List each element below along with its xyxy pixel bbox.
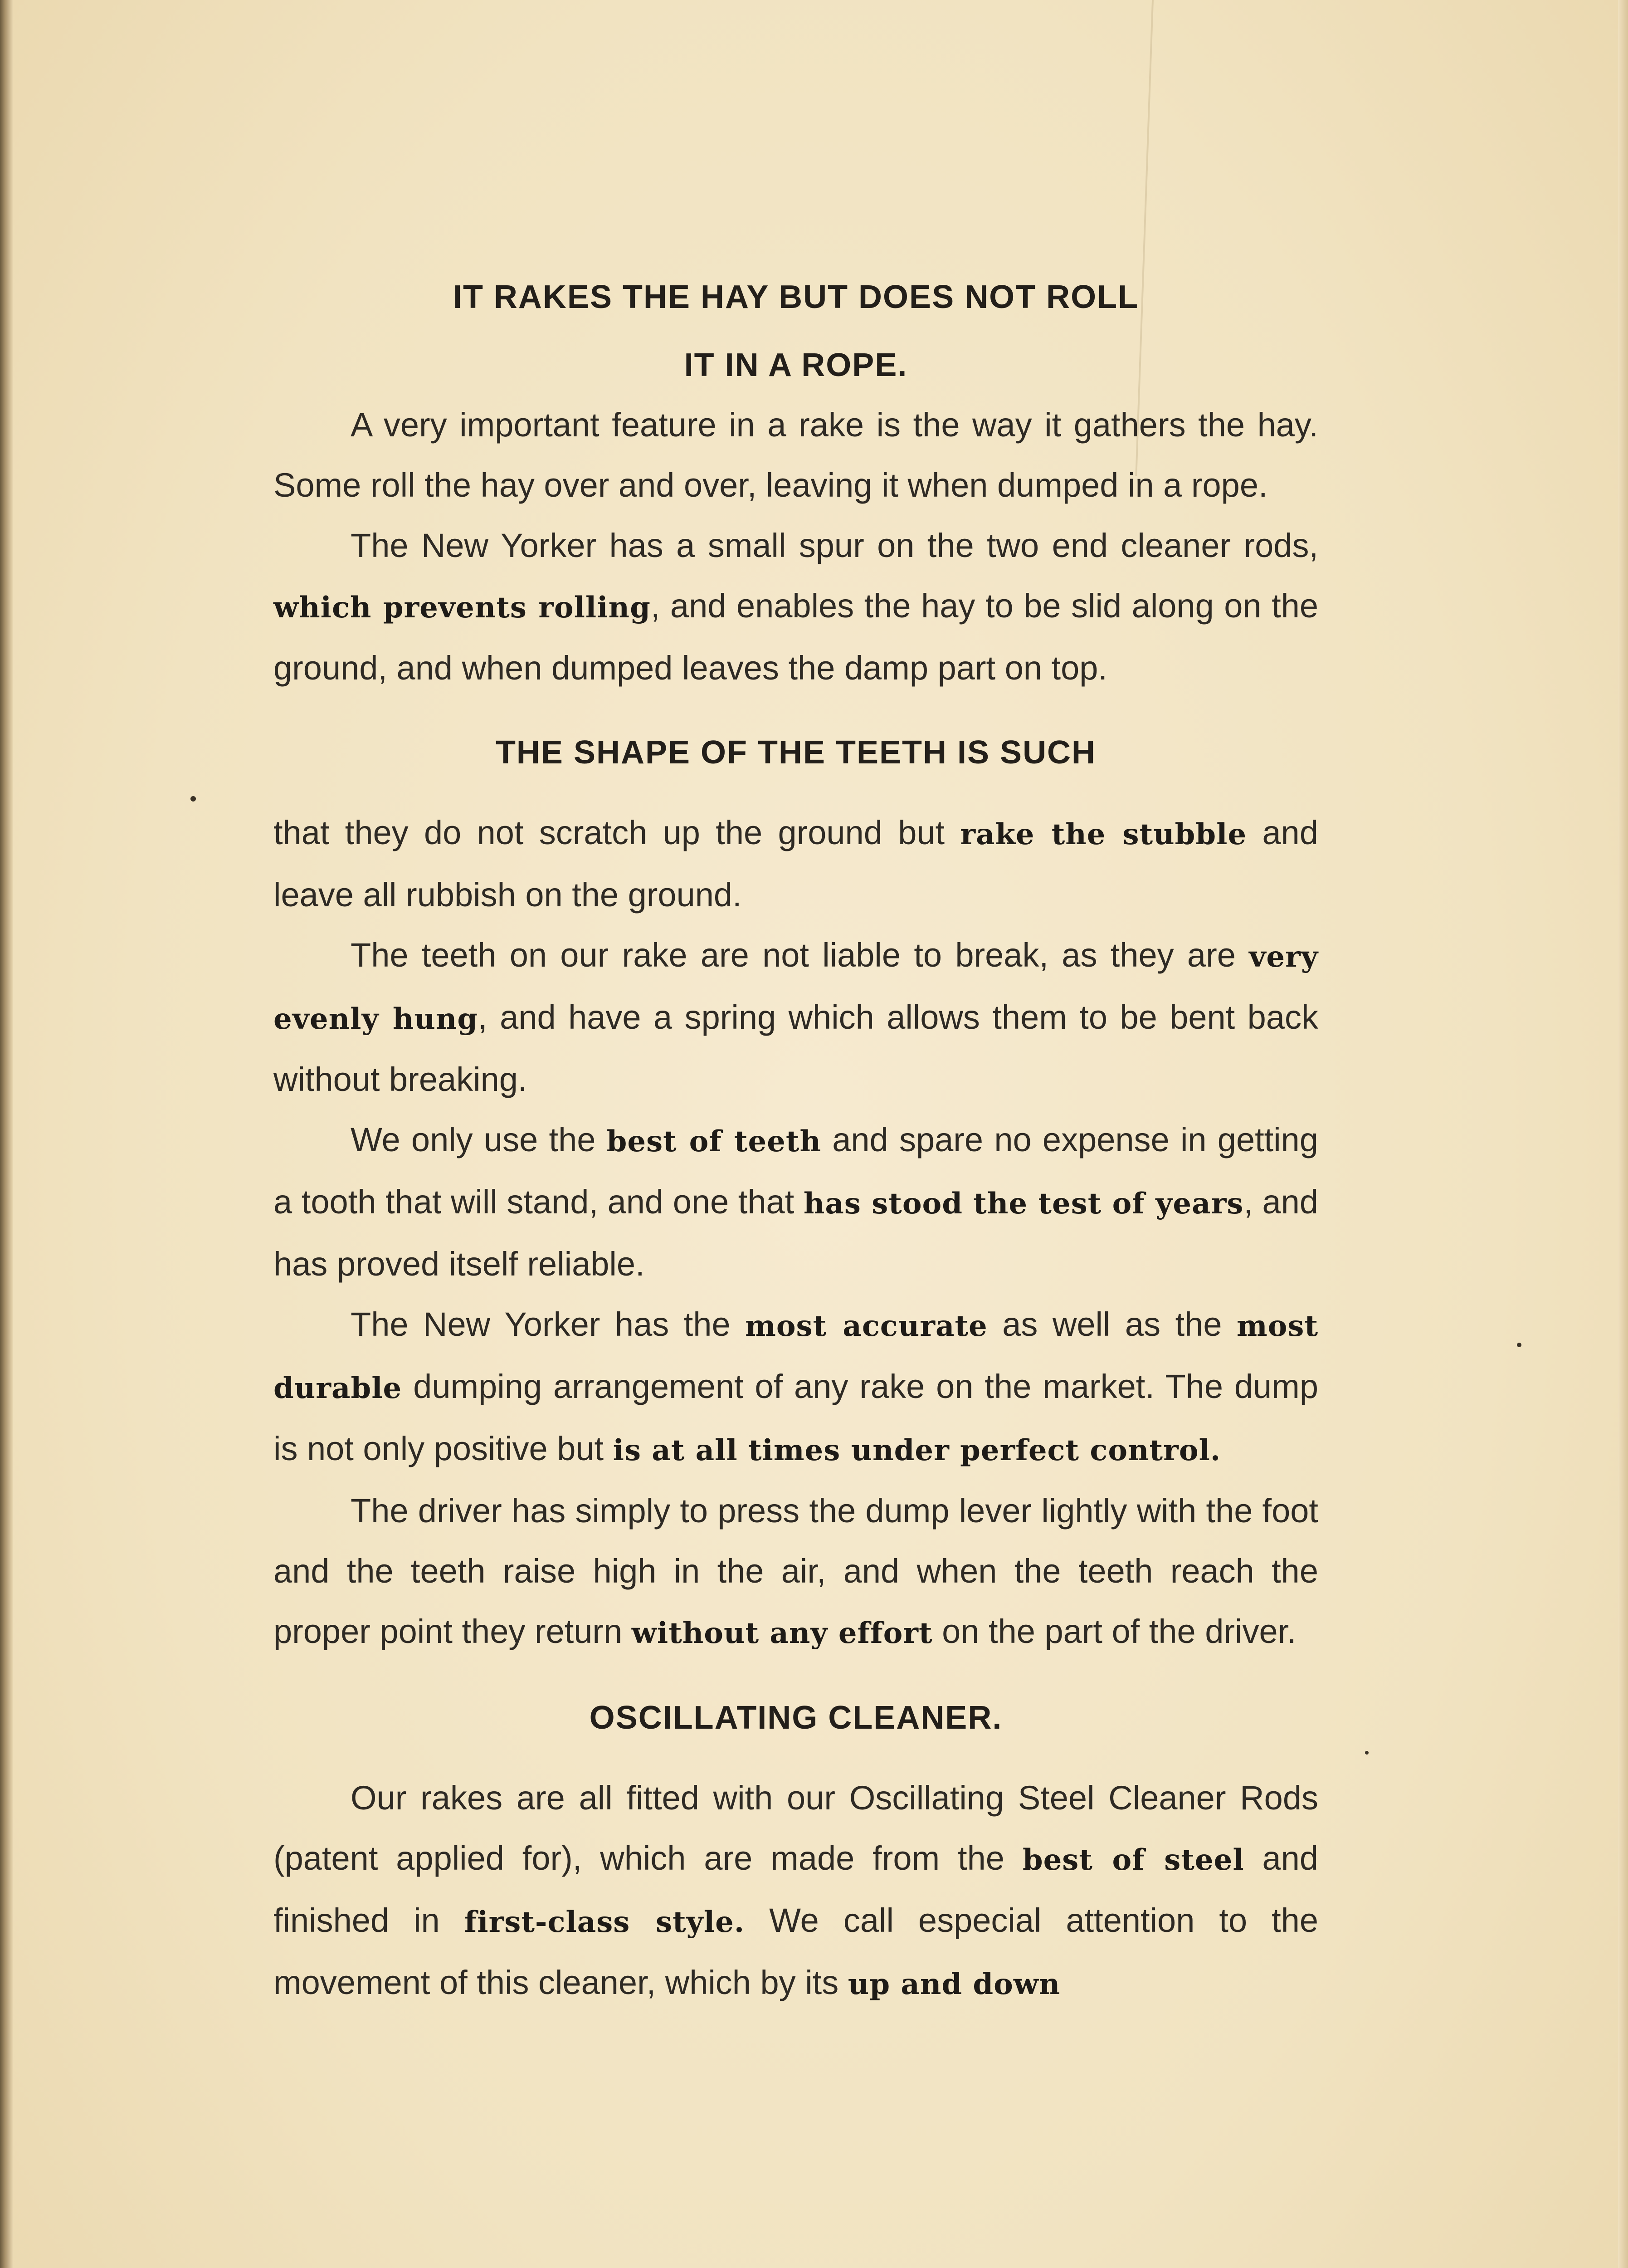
ink-speck (1517, 1343, 1521, 1347)
paragraph-driver: The driver has simply to press the dump lever lightly with the foot and the teeth raise high in the air, and when the teeth reach the proper point they return without any effort on the part of the driver. (273, 1492, 1318, 1650)
paragraph-teeth-break: The teeth on our rake are not liable to break, as they are very evenly hung, and have a spring which allows them to be bent back without breaking. (273, 936, 1318, 1098)
section-title-teeth: THE SHAPE OF THE TEETH IS SUCH (495, 734, 1097, 771)
paragraph-teeth-shape: that they do not scratch up the ground but rake the stubble and leave all rubbish on the ground. (273, 814, 1318, 914)
paragraph-best-teeth: We only use the best of teeth and spare no expense in getting a tooth that will stand, and one that has stood the test of years, and has proved itself reliable. (273, 1121, 1319, 1283)
paragraph-spur: The New Yorker has a small spur on the two end cleaner rods, which prevents rolling, and enables the hay to be slid along on the ground, and when dumped leaves the damp part on top. (273, 527, 1319, 687)
section-title-line-1: IT RAKES THE HAY BUT DOES NOT ROLL (453, 279, 1139, 315)
section-title-line-2: IT IN A ROPE. (684, 347, 908, 383)
page-right-edge (1618, 0, 1628, 2268)
section-title-cleaner: OSCILLATING CLEANER. (589, 1700, 1003, 1736)
page-left-edge (0, 0, 13, 2268)
paragraph-hay-gathering: A very important feature in a rake is the way it gathers the hay. Some roll the hay over and over, leaving it when dumped in a rope. (273, 406, 1318, 504)
paragraph-cleaner-rods: Our rakes are all fitted with our Oscillating Steel Cleaner Rods (patent applied for), which are made from the best of steel and finished in first-class style. We call especial attention to the movement of this cleaner, which by its up and down (273, 1779, 1319, 2001)
paragraph-dumping: The New Yorker has the most accurate as well as the most durable dumping arrangement of any rake on the market. The dump is not only positive but is at all times under perfect control. (273, 1305, 1318, 1467)
ink-speck (1365, 1751, 1369, 1755)
ink-speck (190, 796, 196, 802)
document-body (273, 263, 1318, 2014)
